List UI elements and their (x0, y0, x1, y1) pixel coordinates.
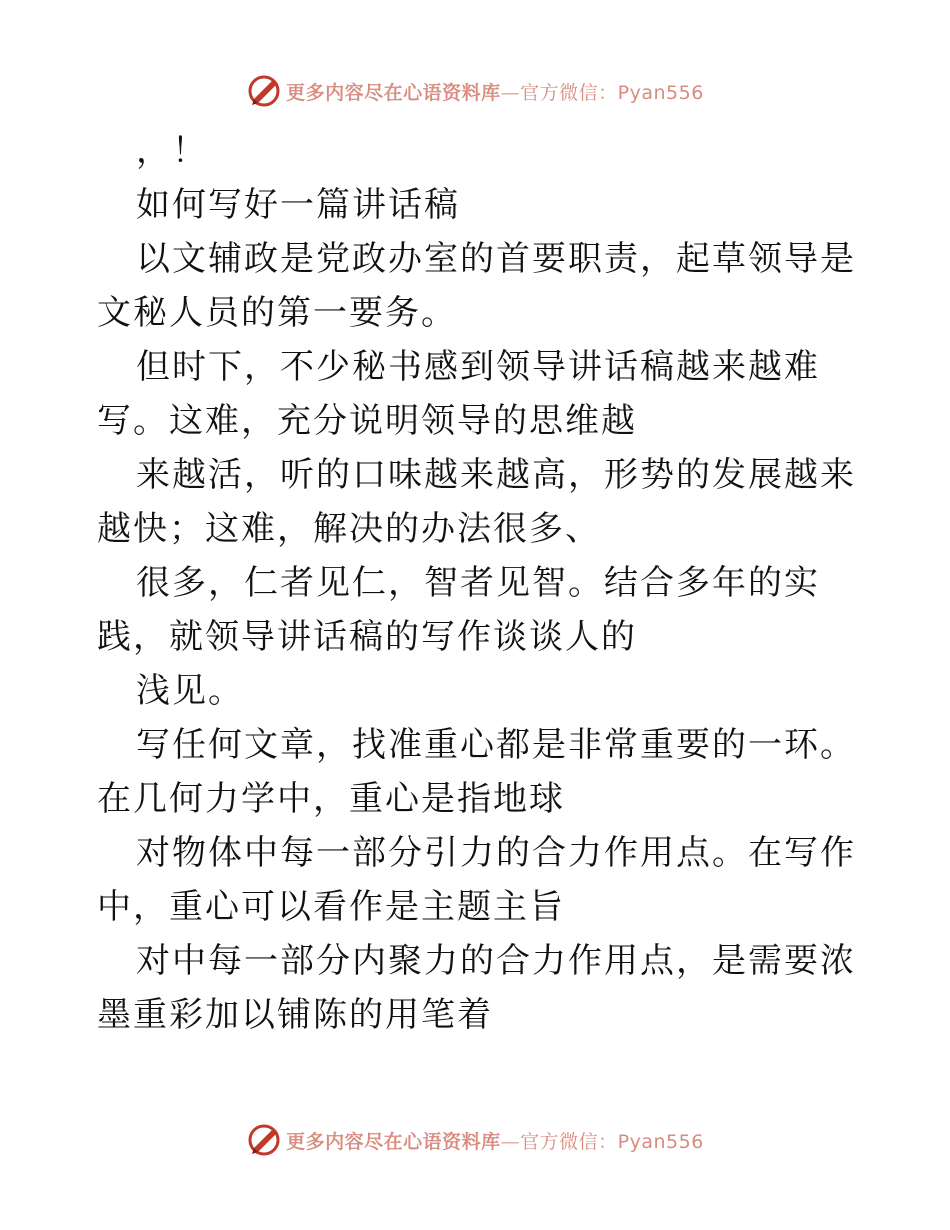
footer-banner-text: 更多内容尽在心语资料库—官方微信：Pyan556 (286, 1130, 704, 1153)
paragraph: 写任何文章，找准重心都是非常重要的一环。在几何力学中，重心是指地球 (97, 725, 856, 819)
paragraph: 浅见。 (136, 671, 244, 711)
pen-logo-icon (246, 73, 282, 109)
paragraph: ，！ (136, 131, 208, 171)
document-body (97, 124, 857, 1042)
header-banner-text: 更多内容尽在心语资料库—官方微信：Pyan556 (286, 81, 704, 104)
footer-watermark-banner (0, 1120, 950, 1160)
paragraph: 以文辅政是党政办室的首要职责，起草领导是文秘人员的第一要务。 (97, 239, 856, 333)
paragraph: 来越活，听的口味越来越高，形势的发展越来越快；这难，解决的办法很多、 (97, 455, 856, 549)
paragraph: 很多，仁者见仁，智者见智。结合多年的实践，就领导讲话稿的写作谈谈人的 (97, 563, 820, 657)
paragraph: 对物体中每一部分引力的合力作用点。在写作中，重心可以看作是主题主旨 (97, 833, 856, 927)
pen-logo-icon (246, 1122, 282, 1158)
paragraph: 但时下，不少秘书感到领导讲话稿越来越难写。这难，充分说明领导的思维越 (97, 347, 820, 441)
document-title: 如何写好一篇讲话稿 (136, 185, 460, 225)
paragraph: 对中每一部分内聚力的合力作用点，是需要浓墨重彩加以铺陈的用笔着 (97, 941, 856, 1035)
header-watermark-banner (0, 71, 950, 111)
